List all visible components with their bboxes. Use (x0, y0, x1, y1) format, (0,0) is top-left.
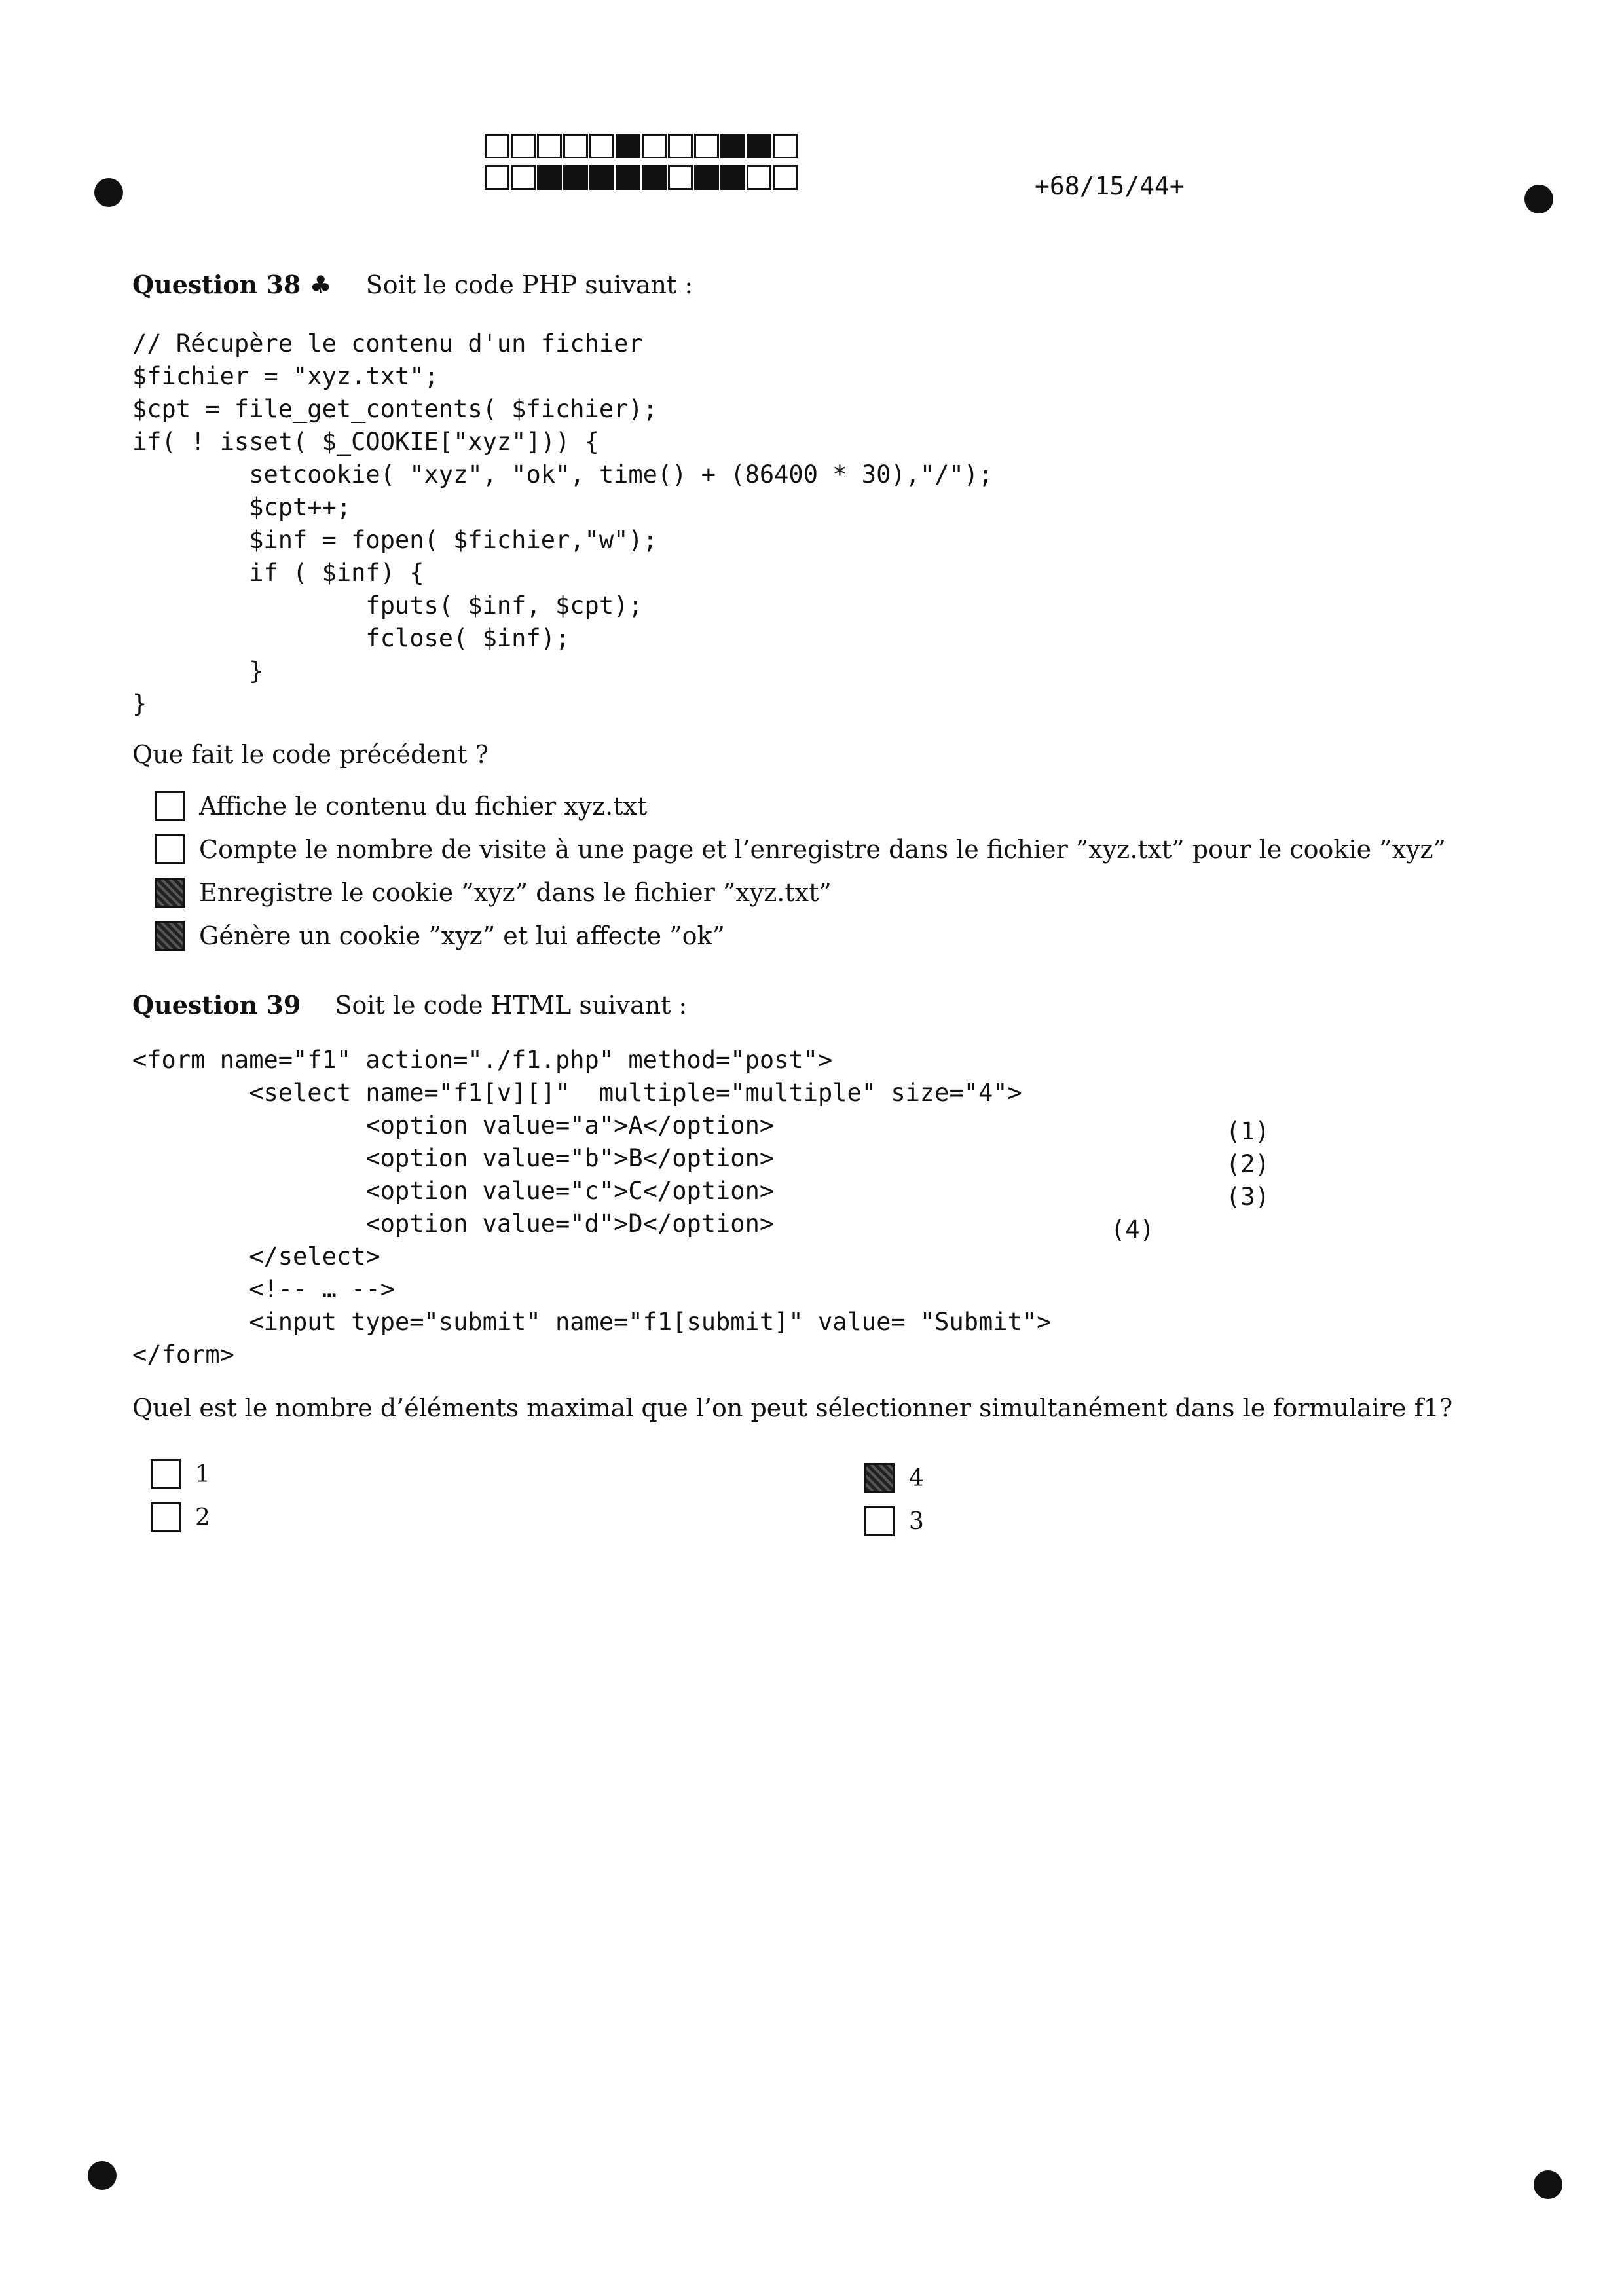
question-39-intro: Soit le code HTML suivant : (335, 991, 688, 1020)
barcode-cell (485, 165, 509, 190)
barcode-cell (537, 165, 562, 190)
barcode-cell (563, 165, 588, 190)
checkbox[interactable] (155, 878, 185, 908)
barcode-cell (694, 134, 719, 158)
question-38-code: // Récupère le contenu d'un fichier $fichier = "xyz.txt"; $cpt = file_get_contents( $fichier); if( ! isset( $_COOKIE["xyz"])) { setcookie( "xyz", "ok", time() + (86400 * 30),"/"); $cpt++; $inf = fopen( $fichier,"w"); if ( $inf) { fputs( $inf, $cpt); fclose( $inf); } } (132, 329, 993, 718)
barcode-cell (511, 165, 536, 190)
question-38-header (132, 270, 693, 299)
barcode-cell (485, 134, 509, 158)
q39-answer-2[interactable] (151, 1502, 210, 1532)
answer-label: Compte le nombre de visite à une page et l’enregistre dans le fichier ”xyz.txt” pour le cookie ”xyz” (199, 835, 1446, 864)
q39-answer-1[interactable] (151, 1459, 210, 1489)
question-39-code: <form name="f1" action="./f1.php" method="post"> <select name="f1[v][]" multiple="multiple" size="4"> <option value="a">A</option> <option value="b">B</option> <option value="c">C</option> <option value="d">D</option> </select> <!-- … --> <input type="submit" name="f1[submit]" value= "Submit"> </form> (132, 1046, 1052, 1369)
checkbox[interactable] (155, 791, 185, 821)
answer-label: 1 (195, 1460, 210, 1488)
checkbox[interactable] (155, 921, 185, 951)
question-38-title: Question 38 ♣ (132, 270, 332, 299)
page-id: +68/15/44+ (1035, 172, 1185, 200)
checkbox[interactable] (864, 1506, 895, 1536)
q39-answer-3[interactable] (864, 1506, 924, 1536)
barcode-cell (563, 134, 588, 158)
q38-answer-3[interactable] (155, 878, 832, 908)
barcode-cell (694, 165, 719, 190)
barcode-cell (642, 165, 667, 190)
question-38-intro: Soit le code PHP suivant : (365, 270, 693, 299)
barcode-top (485, 134, 799, 158)
checkbox[interactable] (864, 1463, 895, 1493)
barcode-cell (720, 134, 745, 158)
checkbox[interactable] (151, 1502, 181, 1532)
registration-dot-top-left (94, 178, 123, 207)
barcode-cell (747, 134, 771, 158)
answer-label: Enregistre le cookie ”xyz” dans le fichier ”xyz.txt” (199, 878, 832, 907)
q38-answer-4[interactable] (155, 921, 725, 951)
barcode-cell (668, 165, 693, 190)
answer-label: 4 (909, 1464, 924, 1492)
line-mark-3: (3) (1226, 1183, 1270, 1211)
registration-dot-bottom-right (1534, 2170, 1562, 2199)
barcode-cell (616, 165, 640, 190)
checkbox[interactable] (155, 834, 185, 864)
barcode-cell (642, 134, 667, 158)
checkbox[interactable] (151, 1459, 181, 1489)
question-38-prompt: Que fait le code précédent ? (132, 740, 489, 769)
q38-answer-2[interactable] (155, 834, 1446, 864)
question-39-prompt: Quel est le nombre d’éléments maximal que l’on peut sélectionner simultanément dans le formulaire f1? (132, 1394, 1453, 1422)
registration-dot-top-right (1524, 185, 1553, 213)
registration-dot-bottom-left (88, 2161, 117, 2190)
answer-label: 3 (909, 1508, 924, 1535)
question-39-title: Question 39 (132, 990, 301, 1020)
barcode-cell (773, 165, 798, 190)
barcode-cell (537, 134, 562, 158)
barcode-cell (747, 165, 771, 190)
barcode-cell (773, 134, 798, 158)
line-mark-4: (4) (1111, 1215, 1154, 1244)
answer-label: 2 (195, 1504, 210, 1531)
question-39-header (132, 990, 687, 1020)
barcode-cell (616, 134, 640, 158)
barcode-cell (668, 134, 693, 158)
barcode-bottom (485, 165, 799, 190)
q38-answer-1[interactable] (155, 791, 647, 821)
answer-label: Affiche le contenu du fichier xyz.txt (199, 792, 648, 821)
line-mark-2: (2) (1226, 1150, 1270, 1178)
barcode-cell (511, 134, 536, 158)
barcode-cell (589, 134, 614, 158)
q39-answer-4[interactable] (864, 1463, 924, 1493)
barcode-cell (720, 165, 745, 190)
answer-label: Génère un cookie ”xyz” et lui affecte ”ok” (199, 921, 725, 950)
line-mark-1: (1) (1226, 1117, 1270, 1145)
barcode-cell (589, 165, 614, 190)
